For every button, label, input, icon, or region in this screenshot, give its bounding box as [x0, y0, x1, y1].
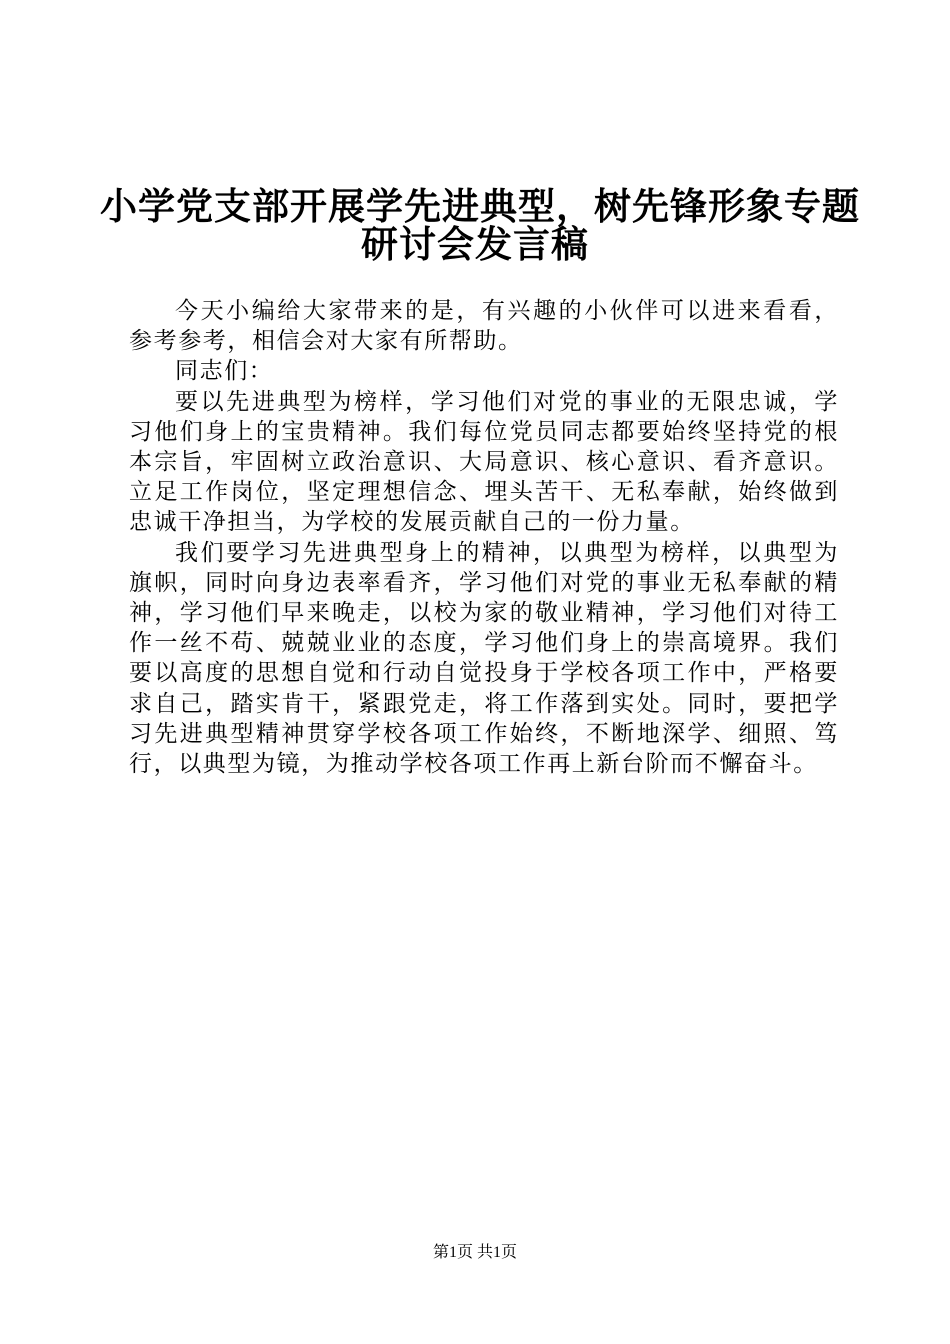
document-body	[129, 296, 839, 779]
document-title-line-1: 小学党支部开展学先进典型，树先锋形象专题	[100, 184, 860, 228]
salutation-paragraph: 同志们：	[175, 358, 274, 385]
body-paragraph-2: 我们要学习先进典型身上的精神，以典型为榜样，以典型为旗帜，同时向身边表率看齐，学习他们对党的事业无私奉献的精神，学习他们早来晚走，以校为家的敬业精神，学习他们对待工作一丝不苟、兢兢业业的态度，学习他们身上的崇高境界。我们要以高度的思想自觉和行动自觉投身于学校各项工作中，严格要求自己，踏实肯干，紧跟党走，将工作落到实处。同时，要把学习先进典型精神贯穿学校各项工作始终，不断地深学、细照、笃行，以典型为镜，为推动学校各项工作再上新台阶而不懈奋斗。	[129, 539, 839, 778]
body-paragraph-1: 要以先进典型为榜样，学习他们对党的事业的无限忠诚，学习他们身上的宝贵精神。我们每位党员同志都要始终坚持党的根本宗旨，牢固树立政治意识、大局意识、核心意识、看齐意识。立足工作岗位，坚定理想信念、埋头苦干、无私奉献，始终做到忠诚干净担当，为学校的发展贡献自己的一份力量。	[129, 388, 839, 536]
page-footer: 第1页 共1页	[432, 1244, 517, 1261]
document-title-line-2: 研讨会发言稿	[361, 222, 589, 266]
intro-paragraph: 今天小编给大家带来的是，有兴趣的小伙伴可以进来看看，参考参考，相信会对大家有所帮助。	[129, 298, 839, 355]
